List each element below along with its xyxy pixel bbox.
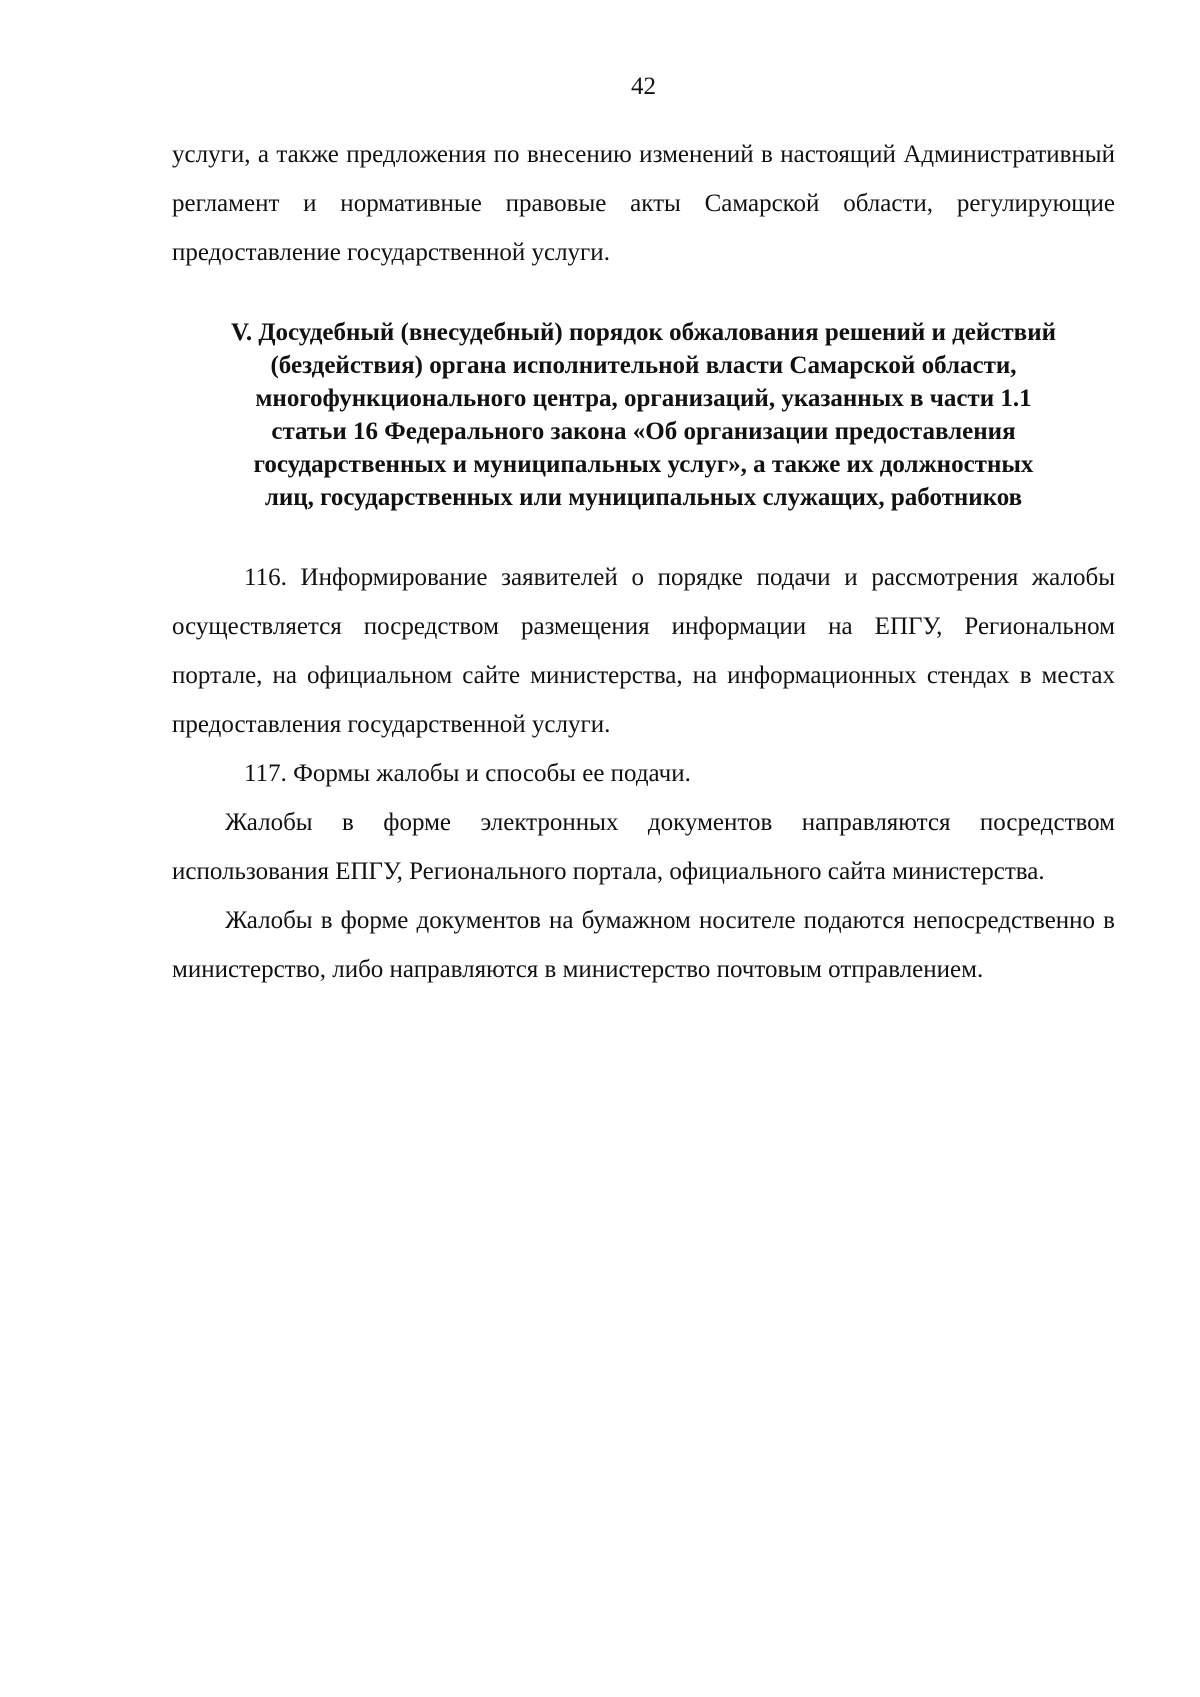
- page-number: 42: [631, 73, 656, 100]
- section-heading-text: [167, 316, 1120, 514]
- section-heading-line: (бездействия) органа исполнительной власти Самарской области,: [270, 352, 1017, 379]
- section-heading-line: многофункционального центра, организаций, указанных в части 1.1: [255, 385, 1032, 412]
- section-heading-line: государственных и муниципальных услуг», а также их должностных: [253, 451, 1034, 478]
- intro-paragraph: услуги, а также предложения по внесению изменений в настоящий Административный регламент и нормативные правовые акты Самарской области, регулирующие предоставление государственной услуги.: [172, 141, 1115, 266]
- section-heading-line: статьи 16 Федерального закона «Об организации предоставления: [271, 418, 1016, 445]
- paragraph-117: 117. Формы жалобы и способы ее подачи.: [244, 760, 691, 787]
- body-block: [172, 553, 1115, 994]
- section-heading-line: V. Досудебный (внесудебный) порядок обжалования решений и действий: [230, 319, 1056, 346]
- section-heading-line: лиц, государственных или муниципальных служащих, работников: [264, 484, 1023, 511]
- section-heading: [167, 316, 1120, 514]
- paragraph-paper-complaints: Жалобы в форме документов на бумажном носителе подаются непосредственно в министерство, либо направляются в министерство почтовым отправлением.: [172, 907, 1115, 983]
- paragraph-electronic-complaints: Жалобы в форме электронных документов направляются посредством использования ЕПГУ, Регионального портала, официального сайта министерства.: [172, 809, 1115, 885]
- intro-block: [172, 130, 1115, 277]
- paragraph-116: 116. Информирование заявителей о порядке подачи и рассмотрения жалобы осуществляется посредством размещения информации на ЕПГУ, Региональном портале, на официальном сайте министерства, на информационных стендах в местах предоставления государственной услуги.: [172, 564, 1115, 738]
